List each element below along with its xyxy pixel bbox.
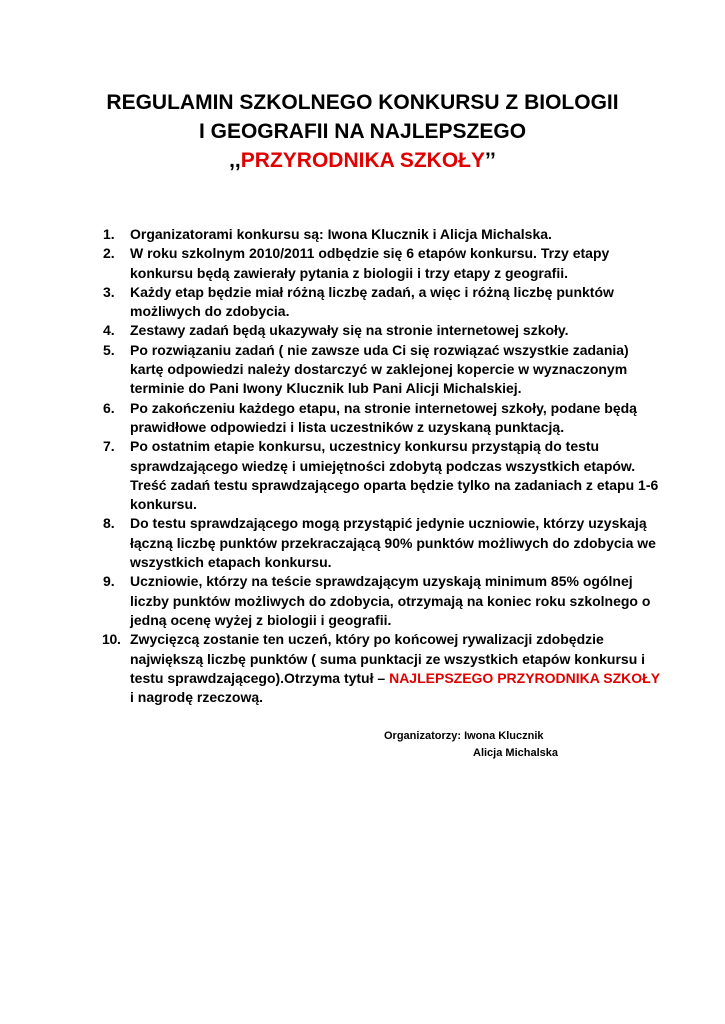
rule-item	[103, 321, 663, 340]
rule-item	[103, 341, 663, 399]
title-highlight: PRZYRODNIKA SZKOŁY	[240, 149, 485, 172]
rule-number: 8.	[103, 515, 115, 532]
title-line-1: REGULAMIN SZKOLNEGO KONKURSU Z BIOLOGII	[106, 91, 619, 114]
rule-item	[103, 437, 663, 514]
rule-item	[103, 283, 663, 322]
title-close-quote: ’’	[485, 149, 496, 172]
rule-item	[103, 630, 663, 707]
rule-number: 1.	[103, 226, 115, 242]
rule-text: Zestawy zadań będą ukazywały się na stronie internetowej szkoły.	[130, 322, 569, 339]
organizers-line-1: Organizatorzy: Iwona Klucznik	[384, 730, 544, 742]
rule-text: Zwycięzcą zostanie ten uczeń, który po końcowej rywalizacji zdobędzie największą liczbę punktów ( suma punktacji ze wszystkich etapów konkursu i testu sprawdzającego).Otrzyma tytuł –	[130, 631, 646, 686]
rule-text: Do testu sprawdzającego mogą przystąpić jedynie uczniowie, którzy uzyskają łączną liczbę punktów przekraczającą 90% punktów możliwych do zdobycia we wszystkich etapach konkursu.	[130, 515, 656, 571]
title-line-2: I GEOGRAFII NA NAJLEPSZEGO	[198, 120, 527, 143]
rule-text: Po rozwiązaniu zadań ( nie zawsze uda Ci się rozwiązać wszystkie zadania) kartę odpowiedzi należy dostarczyć w zaklejonej kopercie w wyznaczonym terminie do Pani Iwony Klucznik lub Pani Alicji Michalskiej.	[130, 341, 629, 397]
document-title	[0, 88, 725, 175]
title-open-quote: ,,	[229, 149, 241, 172]
title-line-3	[0, 146, 725, 175]
rule-text: Po zakończeniu każdego etapu, na stronie internetowej szkoły, podane będą prawidłowe odpowiedzi i lista uczestników z uzyskaną punktacją.	[130, 399, 637, 435]
rule-number: 6.	[103, 399, 115, 416]
rule-item	[103, 572, 663, 630]
rules-list	[103, 225, 663, 707]
rule-item	[103, 244, 663, 283]
rule-number: 4.	[103, 322, 115, 339]
rule-item	[103, 514, 663, 572]
rule-text: Każdy etap będzie miał różną liczbę zadań, a więc i różną liczbę punktów możliwych do zdobycia.	[130, 283, 614, 320]
rule-text: Po ostatnim etapie konkursu, uczestnicy konkursu przystąpią do testu sprawdzającego wiedzę i umiejętności zdobytą podczas wszystkich etapów. Treść zadań testu sprawdzającego oparta będzie tylko na zadaniach z etapu 1-6 konkursu.	[130, 438, 659, 513]
rule-number: 3.	[103, 283, 115, 300]
rule-number: 10.	[102, 631, 121, 648]
organizers-line-2: Alicja Michalska	[473, 747, 558, 759]
rule-text: W roku szkolnym 2010/2011 odbędzie się 6 etapów konkursu. Trzy etapy konkursu będą zawierały pytania z biologii i trzy etapy z geografii.	[130, 245, 610, 281]
rule-text: Uczniowie, którzy na teście sprawdzającym uzyskają minimum 85% ogólnej liczby punktów możliwych do zdobycia, otrzymają na koniec roku szkolnego o jedną ocenę wyżej z biologii i geografii.	[130, 573, 651, 628]
rule-item	[103, 225, 663, 244]
organizers-signature	[384, 728, 558, 762]
rule-highlight: NAJLEPSZEGO PRZYRODNIKA SZKOŁY	[389, 669, 660, 686]
rule-text: Organizatorami konkursu są: Iwona Klucznik i Alicja Michalska.	[130, 226, 552, 242]
rule-number: 9.	[103, 573, 115, 590]
rule-number: 7.	[103, 438, 115, 455]
rule-text-after: i nagrodę rzeczową.	[130, 689, 264, 706]
rule-number: 2.	[103, 245, 115, 262]
rule-number: 5.	[103, 341, 115, 358]
rule-item	[103, 399, 663, 438]
